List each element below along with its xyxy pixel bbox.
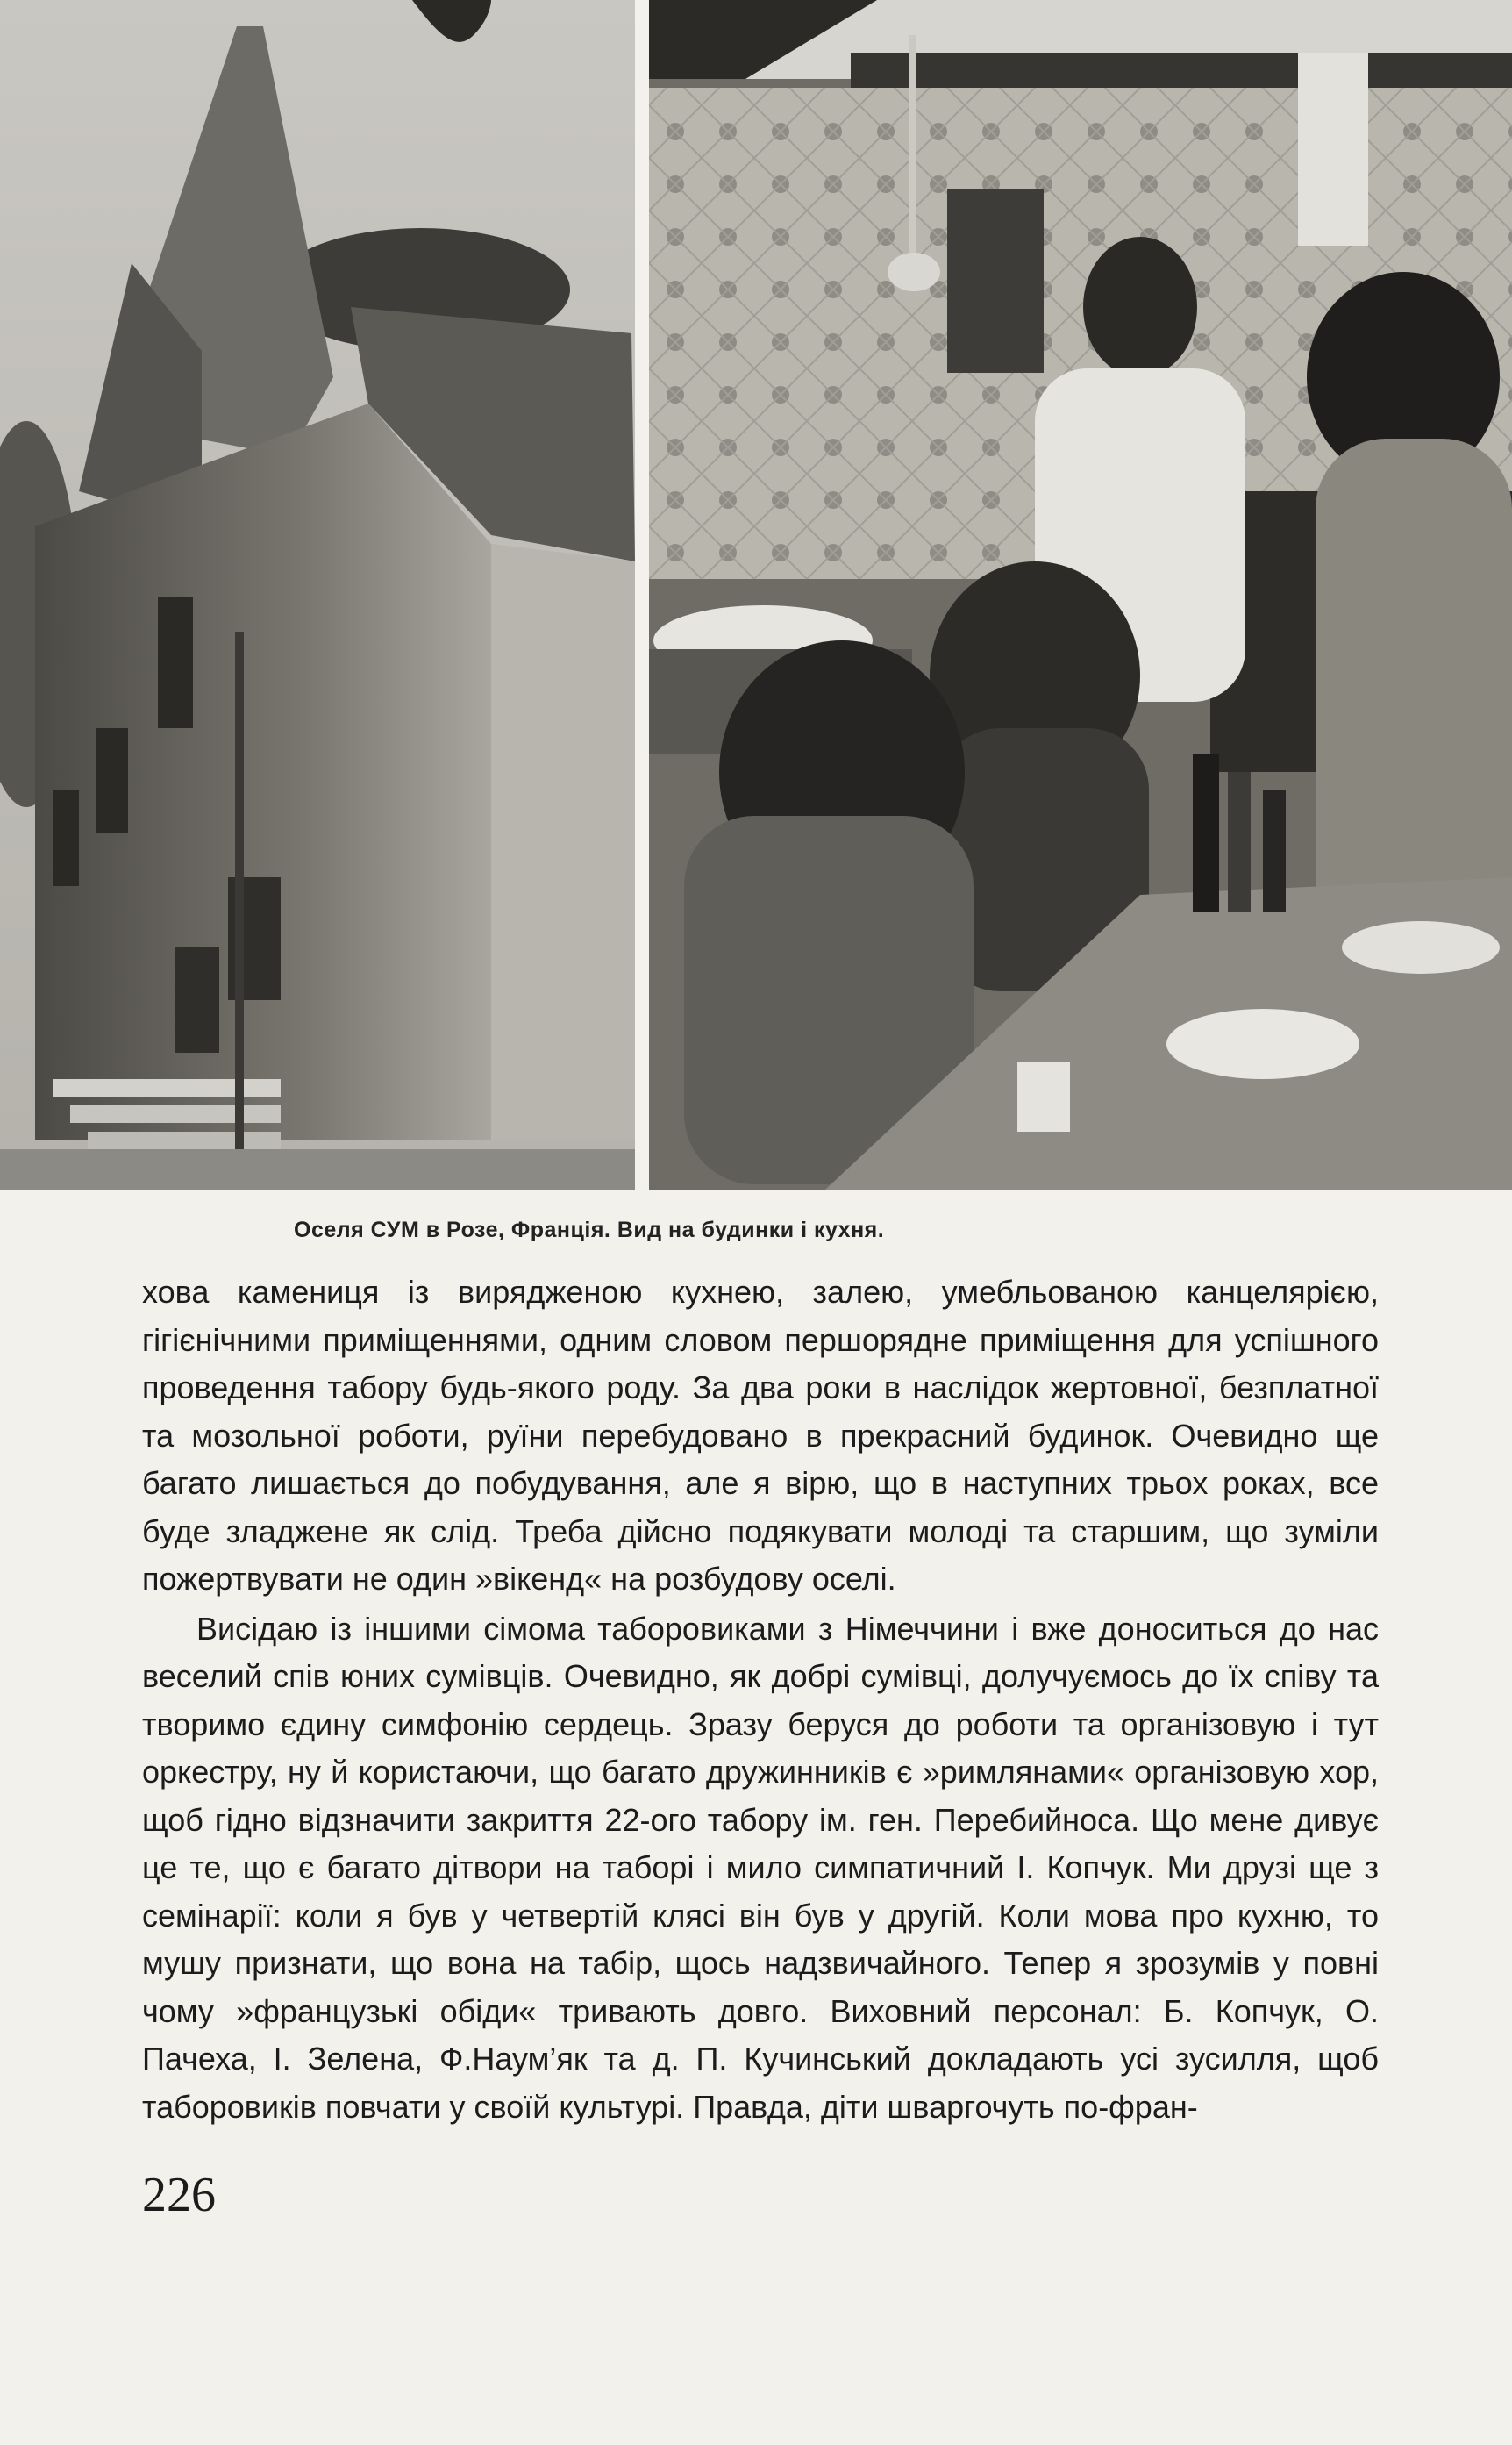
figure-caption: Оселя СУМ в Розе, Франція. Вид на будинки і кухня.	[294, 1218, 885, 1242]
paragraph: Висідаю із іншими сімома таборовиками з Німеччини і вже доноситься до нас веселий спів юних сумівців. Очевидно, як добрі сумівці, долучуємось до їх співу та творимо єдину симфонію сердець. Зразу беруся до роботи та організовую і тут оркестру, ну й користаючи, що багато дружинників є »римлянами« організовую хор, щоб гідно відзначити закриття 22-ого табору ім. ген. Перебийноса. Що мене дивує це те, що є багато дітвори на таборі і мило симпатичний І. Копчук. Ми друзі ще з семінарії: коли я був у четвертій клясі він був у другій. Коли мова про кухню, то мушу признати, що вона на табір, щось надзвичайного. Тепер я зрозумів у повні чому »французькі обіди« тривають довго. Виховний персонал: Б. Копчук, О. Пачеха, І. Зелена, Ф.Наум’як та д. П. Кучинський докладають усі зусилля, щоб таборовиків повчати у своїй культурі. Правда, діти шваргочуть по-фран-	[142, 1610, 1379, 2125]
page-number: 226	[142, 2168, 216, 2222]
kitchen-illustration	[649, 0, 1512, 1190]
paragraph: хова камениця із вирядженою кухнею, залею, умебльованою канцелярією, гігієнічними приміщеннями, одним словом першорядне приміщення для успішного проведення табору будь-якого роду. За два роки в наслідок жертовної, безплатної та мозольної роботи, руїни перебудовано в прекрасний будинок. Очевидно ще багато лишається до побудування, але я вірю, що в наступних трьох роках, все буде зладжене як слід. Треба дійсно подякувати молоді та старшим, що зуміли пожертвувати не один »вікенд« на розбудову оселі.	[142, 1274, 1379, 1597]
house-illustration	[0, 0, 635, 1190]
photo-spread	[0, 0, 1512, 1190]
body-text	[142, 1269, 1379, 2131]
house-photo	[0, 0, 635, 1190]
kitchen-photo	[649, 0, 1512, 1190]
